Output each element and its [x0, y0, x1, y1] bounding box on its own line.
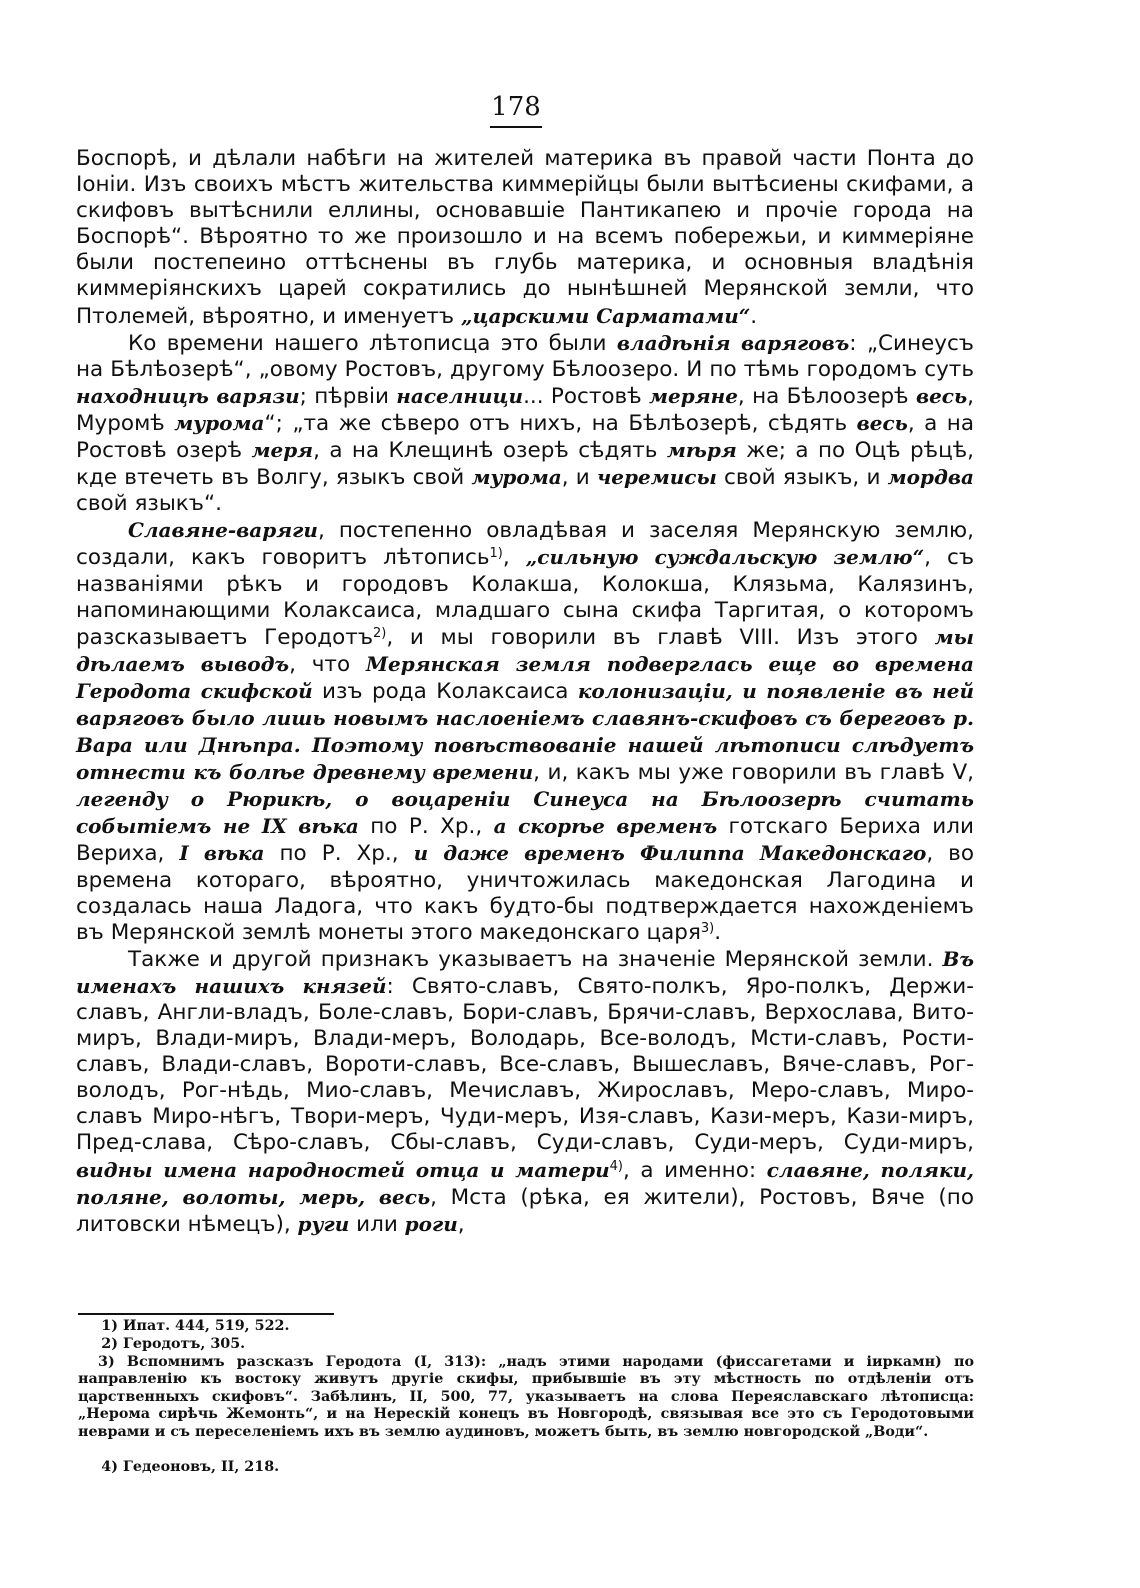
text-run: , а на Клещинѣ озерѣ сѣдять [313, 438, 667, 464]
emphasis-text: колонизаціи, и появленіе въ ней варяговъ было лишь новымъ наслоеніемъ славянъ-скифовъ съ береговъ р. Вара или Днѣпра. Поэтому повѣствованіе нашей лѣтописи слѣдуетъ отнести къ болѣе древнему времени [76, 678, 975, 785]
text-run: ... Ростовѣ [523, 383, 649, 409]
text-run: ; пѣрвіи [299, 383, 397, 409]
text-run: . [714, 919, 722, 945]
text-run: , [502, 545, 526, 571]
emphasis-text: и даже временъ Филиппа Македонскаго [413, 841, 927, 866]
emphasis-text: руги [297, 1211, 350, 1236]
footnote-mark: 1) [101, 1318, 118, 1334]
footnote-text: Вспомнимъ разсказъ Геродота (I, 313): „надъ этими народами (фиссагетами и іиркамн) по направленію къ востоку живутъ другіе скифы, прибывшіе въ эту мѣстность по отдѣленіи отъ царственныхъ скифовъ“. Забѣлинъ, II, 500, 77, указываетъ на слова Переяславскаго лѣтописца: „Нерома сирѣчь Жемонть“, и на Нерескій конецъ въ Новгородѣ, связывая все это съ Геродотовыми неврами и съ переселеніемъ ихъ въ землю аудиновъ, можетъ быть, въ землю новгородской „Води“. [78, 1354, 974, 1440]
footnote-ref: 4) [609, 1158, 623, 1174]
emphasis-text: роги [404, 1211, 458, 1236]
paragraph [76, 146, 974, 330]
paragraph [76, 946, 974, 1238]
emphasis-text: „сильную суждальскую землю“ [525, 545, 925, 570]
footnote-separator [78, 1313, 334, 1315]
emphasis-text: владѣнія варяговъ [616, 330, 850, 355]
text-run: , что [289, 651, 366, 677]
emphasis-text: меря [251, 438, 314, 463]
footnote-text: Геродотъ, 305. [122, 1336, 246, 1352]
text-run: , и мы говорили въ главѣ VIII. Изъ этого [386, 624, 935, 650]
emphasis-text: мы дѣлаемъ выводъ [76, 624, 974, 676]
footnote-ref: 3) [700, 920, 715, 936]
emphasis-text: весь [915, 383, 968, 408]
emphasis-text: мурома [471, 465, 562, 490]
text-run: , а именно: [623, 1157, 767, 1183]
emphasis-text: меряне [648, 383, 738, 408]
text-run: “; „та же сѣверо отъ нихъ, на Бѣлѣозерѣ, сѣдять [264, 410, 857, 436]
text-run: Ко времени нашего лѣтописца это были [128, 330, 617, 356]
footnote [78, 1336, 974, 1353]
text-run: или [349, 1211, 405, 1237]
text-run: , Мста (рѣка, ея жители), Ростовъ, Вяче (по литовски нѣмецъ), [76, 1184, 974, 1237]
emphasis-text: видны имена народностей отца и матери [76, 1157, 610, 1182]
text-run: , Муромѣ [76, 383, 975, 436]
emphasis-text: I вѣка [179, 841, 265, 866]
text-run: , во времена котораго, вѣроятно, уничтожилась македонская Лагодина и создалась наша Ладога, что какъ будто-бы подтверждается нахожденіемъ въ Мерянской землѣ монеты этого македонскаго царя [76, 841, 974, 945]
emphasis-text: черемисы [596, 465, 717, 490]
text-run: , съ названіями рѣкъ и городовъ Колакша, Колокша, Клязьма, Калязинъ, напоминающими Колаксаиса, младшаго сына скифа Таргитая, о которомъ разсказываетъ Геродотъ [76, 545, 975, 650]
text-run: , и, какъ мы уже говорили въ главѣ V, [533, 760, 974, 786]
emphasis-text: Мерянская земля подверглась еще во времена Геродота скифской [76, 651, 975, 703]
footnote-mark: 3) [98, 1354, 115, 1370]
text-run: свой языкъ“. [76, 491, 222, 517]
emphasis-text: легенду о Рюрикѣ, о воцареніи Синеуса на Бѣлоозерѣ считать событіемъ не IX вѣка [76, 787, 974, 839]
text-run: : „Синеусъ на Бѣлѣозерѣ“, „овому Ростовъ, другому Бѣлоозеро. И по тѣмь городомъ суть [76, 330, 974, 382]
footnote-text: Гедеоновъ, II, 218. [122, 1459, 280, 1475]
text-run: по Р. Хр., [264, 841, 414, 867]
emphasis-text: а скорѣе временъ [493, 814, 718, 839]
emphasis-text: мордва [887, 465, 974, 490]
text-run: , и [561, 465, 597, 491]
text-run: свой языкъ, и [716, 465, 888, 491]
footnote-ref: 2) [373, 625, 387, 641]
text-run: . [750, 303, 758, 329]
text-run: готскаго Бериха или Вериха, [76, 814, 974, 867]
text-run: , на Бѣлоозерѣ [737, 383, 916, 409]
paragraph [76, 330, 974, 518]
text-run: , а на Ростовѣ озерѣ [76, 410, 974, 464]
page-number: 178 [491, 92, 541, 122]
emphasis-text: славяне, поляки, поляне, волоты, мерь, весь [76, 1157, 974, 1209]
footnote-ref: 1) [489, 546, 503, 562]
text-run: Боспорѣ, и дѣлали набѣги на жителей материка въ правой части Понта до Іоніи. Изъ своихъ мѣстъ жительства киммерійцы были вытѣсиены скифами, а скифовъ вытѣснили еллины, основавшіе Пантикапею и прочіе города на Боспорѣ“. Вѣроятно то же произошло и на всемъ побережьи, и киммеріяне были постепеино оттѣснены въ глубь материка, и основныя владѣнія киммеріянскихъ царей сократились до нынѣшней Мерянской земли, что Птолемей, вѣроятно, и именуетъ [76, 146, 974, 329]
emphasis-text: находницѣ варязи [76, 383, 300, 408]
emphasis-text: весь [856, 410, 908, 435]
text-run: изъ рода Колаксаиса [312, 678, 578, 704]
emphasis-text: мурома [174, 410, 265, 435]
footnote [78, 1318, 974, 1335]
paragraph [76, 517, 974, 946]
text-run: же; а по Оцѣ рѣцѣ, кде втечеть въ Волгу, языкъ свой [76, 438, 975, 491]
footnote-mark: 2) [101, 1336, 118, 1352]
emphasis-text: населници [396, 383, 524, 408]
body-text [76, 146, 974, 1238]
text-run: , [457, 1211, 465, 1237]
text-run: : Свято-славъ, Свято-полкъ, Яро-полкъ, Держи-славъ, Англи-владъ, Боле-славъ, Бори-славъ, Брячи-славъ, Верхослава, Вито-миръ, Влади-миръ, Влади-меръ, Володарь, Все-володъ, Мсти-славъ, Рости-славъ, Влади-славъ, Вороти-славъ, Все-славъ, Вышеславъ, Вяче-славъ, Рог-володъ, Рог-нѣдь, Мио-славъ, Мечиславъ, Жирославъ, Меро-славъ, Миро-славъ Миро-нѣгъ, Твори-меръ, Чуди-меръ, Изя-славъ, Кази-меръ, Кази-миръ, Пред-слава, Сѣро-славъ, Сбы-славъ, Суди-славъ, Суди-меръ, Суди-миръ, [76, 973, 974, 1156]
emphasis-text: Въ именахъ нашихъ князей [76, 946, 974, 998]
text-run: по Р. Хр., [358, 814, 494, 840]
emphasis-text: „царскими Сарматами“ [460, 303, 751, 328]
footnote-mark: 4) [101, 1459, 118, 1475]
text-run: Также и другой признакъ указываетъ на значеніе Мерянской земли. [128, 946, 943, 972]
footnote [78, 1354, 974, 1441]
footnote-text: Ипат. 444, 519, 522. [122, 1318, 290, 1334]
page-number-underline [490, 126, 542, 128]
footnote [78, 1459, 974, 1476]
emphasis-text: Славяне-варяги [128, 518, 318, 543]
text-run: , постепенно овладѣвая и заселяя Мерянскую землю, создали, какъ говоритъ лѣтопись [76, 518, 974, 571]
emphasis-text: мѣря [666, 438, 737, 463]
